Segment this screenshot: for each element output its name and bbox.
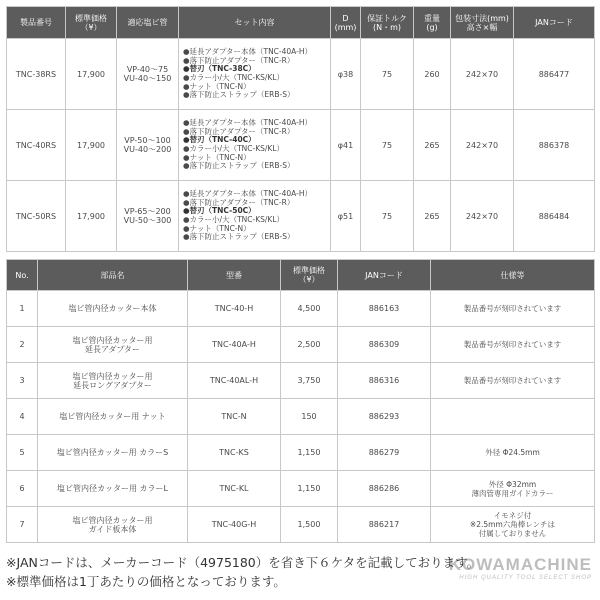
part-spec: 製品番号が刻印されています: [431, 363, 595, 399]
header-price: 標準価格 （¥）: [66, 7, 117, 39]
set-item: ●落下防止アダプター（TNC-R）: [183, 126, 295, 136]
part-price: 2,500: [281, 327, 338, 363]
torque: 75: [361, 110, 414, 181]
part-jan: 886217: [338, 507, 431, 543]
part-price: 1,500: [281, 507, 338, 543]
part-model: TNC-KS: [188, 435, 281, 471]
header-price: 標準価格 （¥）: [281, 260, 338, 291]
part-spec: 外径 Φ24.5mm: [431, 435, 595, 471]
footnote-jan: ※JANコードは、メーカーコード（4975180）を省き下６ケタを記載しております。: [6, 555, 480, 570]
header-contents: セット内容: [179, 7, 331, 39]
set-item: ●ナット（TNC-N）: [183, 223, 251, 233]
weight: 265: [414, 110, 451, 181]
product-no: TNC-38RS: [7, 39, 66, 110]
set-item: ●落下防止アダプター（TNC-R）: [183, 197, 295, 207]
diameter: φ41: [331, 110, 361, 181]
header-part-name: 部品名: [38, 260, 188, 291]
table-row: [7, 110, 595, 181]
part-spec: 製品番号が刻印されています: [431, 291, 595, 327]
part-no: 5: [7, 435, 38, 471]
set-item: ●落下防止ストラップ（ERB-S）: [183, 90, 295, 100]
part-spec: イモネジ付 ※2.5mm六角棒レンチは 付属しておりません: [431, 507, 595, 543]
part-model: TNC-40AL-H: [188, 363, 281, 399]
set-product-table: [6, 6, 595, 252]
part-no: 4: [7, 399, 38, 435]
set-item: ●替刃（TNC-50C）: [183, 206, 256, 216]
weight: 265: [414, 181, 451, 252]
part-jan: 886279: [338, 435, 431, 471]
pipe: VP-40～75 VU-40～150: [117, 39, 179, 110]
diameter: φ51: [331, 181, 361, 252]
part-price: 3,750: [281, 363, 338, 399]
part-name: 塩ビ管内径カッター用 延長ロングアダプター: [38, 363, 188, 399]
diameter: φ38: [331, 39, 361, 110]
package-size: 242×70: [451, 181, 514, 252]
torque: 75: [361, 181, 414, 252]
part-jan: 886163: [338, 291, 431, 327]
jan-code: 886484: [514, 181, 595, 252]
set-item: ●カラー小/大（TNC-KS/KL）: [183, 73, 285, 82]
header-pipe: 適応塩ビ管: [117, 7, 179, 39]
set-item: ●カラー小/大（TNC-KS/KL）: [183, 144, 285, 153]
pipe: VP-50～100 VU-40～200: [117, 110, 179, 181]
part-name: 塩ビ管内径カッター本体: [38, 291, 188, 327]
table-row: [7, 471, 595, 507]
set-contents: [179, 110, 331, 181]
package-size: 242×70: [451, 39, 514, 110]
table-row: [7, 327, 595, 363]
part-no: 2: [7, 327, 38, 363]
part-jan: 886309: [338, 327, 431, 363]
set-item: ●替刃（TNC-40C）: [183, 135, 256, 145]
header-product-no: 製品番号: [7, 7, 66, 39]
part-spec: [431, 399, 595, 435]
set-contents: [179, 181, 331, 252]
part-no: 1: [7, 291, 38, 327]
price: 17,900: [66, 39, 117, 110]
part-name: 塩ビ管内径カッター用 ガイド板本体: [38, 507, 188, 543]
part-jan: 886286: [338, 471, 431, 507]
footnotes: [6, 553, 594, 591]
product-no: TNC-50RS: [7, 181, 66, 252]
header-spec: 仕様等: [431, 260, 595, 291]
part-no: 6: [7, 471, 38, 507]
header-weight: 重量 (g): [414, 7, 451, 39]
set-item: ●カラー小/大（TNC-KS/KL）: [183, 215, 285, 224]
table-row: [7, 181, 595, 252]
set-item: ●替刃（TNC-38C）: [183, 64, 256, 74]
part-jan: 886293: [338, 399, 431, 435]
pipe: VP-65～200 VU-50～300: [117, 181, 179, 252]
set-item: ●落下防止ストラップ（ERB-S）: [183, 161, 295, 171]
part-price: 4,500: [281, 291, 338, 327]
footnote-price: ※標準価格は1丁あたりの価格となっております。: [6, 574, 286, 589]
part-model: TNC-KL: [188, 471, 281, 507]
set-item: ●落下防止アダプター（TNC-R）: [183, 55, 295, 65]
table-row: [7, 39, 595, 110]
set-item: ●延長アダプター本体（TNC-40A-H）: [183, 118, 312, 128]
part-no: 3: [7, 363, 38, 399]
part-name: 塩ビ管内径カッター用 カラーS: [38, 435, 188, 471]
set-table-header: [7, 7, 595, 39]
set-contents: [179, 39, 331, 110]
part-spec: 製品番号が刻印されています: [431, 327, 595, 363]
parts-table: [6, 259, 595, 543]
header-model: 型番: [188, 260, 281, 291]
part-name: 塩ビ管内径カッター用 延長アダプター: [38, 327, 188, 363]
price: 17,900: [66, 110, 117, 181]
set-item: ●落下防止ストラップ（ERB-S）: [183, 232, 295, 242]
parts-table-header: [7, 260, 595, 291]
table-row: [7, 363, 595, 399]
table-row: [7, 291, 595, 327]
part-model: TNC-40A-H: [188, 327, 281, 363]
header-no: No.: [7, 260, 38, 291]
set-item: ●ナット（TNC-N）: [183, 81, 251, 91]
part-price: 1,150: [281, 471, 338, 507]
weight: 260: [414, 39, 451, 110]
header-package: 包装寸法(mm) 高さ×幅: [451, 7, 514, 39]
part-model: TNC-40-H: [188, 291, 281, 327]
header-jan: JANコード: [514, 7, 595, 39]
part-price: 1,150: [281, 435, 338, 471]
product-no: TNC-40RS: [7, 110, 66, 181]
watermark-sub: HIGH QUALITY TOOL SELECT SHOP: [459, 575, 592, 581]
set-item: ●ナット（TNC-N）: [183, 152, 251, 162]
torque: 75: [361, 39, 414, 110]
header-torque: 保証トルク (N・m): [361, 7, 414, 39]
watermark-main: KOWAMACHINE: [448, 555, 592, 574]
header-d: D (mm): [331, 7, 361, 39]
table-row: [7, 507, 595, 543]
part-model: TNC-40G-H: [188, 507, 281, 543]
part-jan: 886316: [338, 363, 431, 399]
part-price: 150: [281, 399, 338, 435]
jan-code: 886477: [514, 39, 595, 110]
jan-code: 886378: [514, 110, 595, 181]
part-model: TNC-N: [188, 399, 281, 435]
set-item: ●延長アダプター本体（TNC-40A-H）: [183, 189, 312, 199]
part-name: 塩ビ管内径カッター用 ナット: [38, 399, 188, 435]
table-row: [7, 399, 595, 435]
table-row: [7, 435, 595, 471]
part-spec: 外径 Φ32mm 薄肉管専用ガイドカラー: [431, 471, 595, 507]
price: 17,900: [66, 181, 117, 252]
set-item: ●延長アダプター本体（TNC-40A-H）: [183, 47, 312, 57]
part-name: 塩ビ管内径カッター用 カラーL: [38, 471, 188, 507]
header-jan: JANコード: [338, 260, 431, 291]
part-no: 7: [7, 507, 38, 543]
package-size: 242×70: [451, 110, 514, 181]
